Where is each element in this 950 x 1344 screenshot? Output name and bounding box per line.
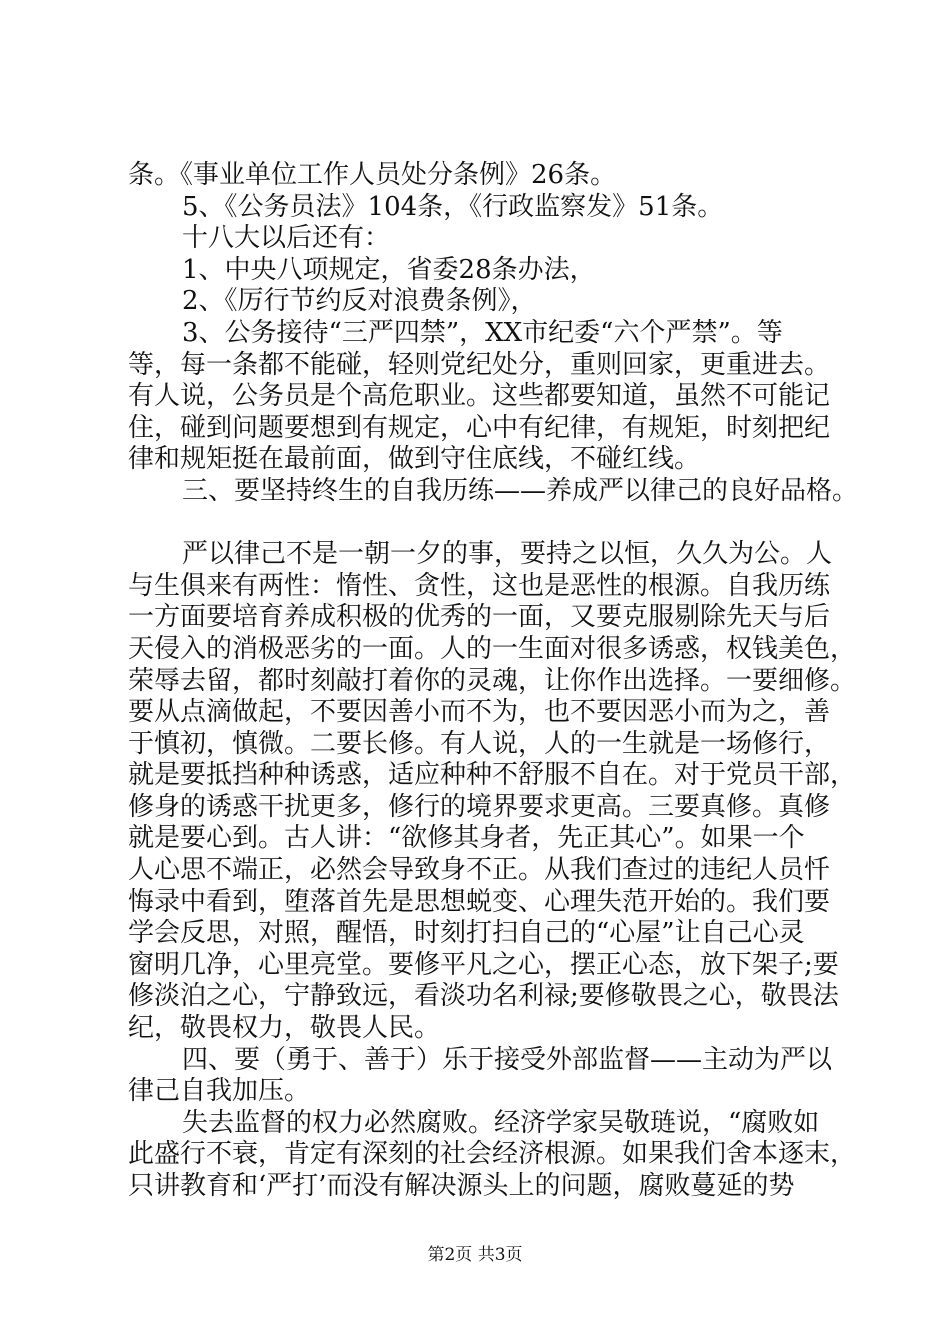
text-line: 律和规矩挺在最前面，做到守住底线，不碰红线。 [128,444,701,475]
text-line: 等，每一条都不能碰，轻则党纪处分，重则回家，更重进去。 [128,349,831,380]
text-line: 3、公务接待“三严四禁”，XX市纪委“六个严禁”。等 [182,317,783,348]
section-heading: 四、要（勇于、善于）乐于接受外部监督——主动为严以 [182,1044,833,1075]
text-line: 律己自我加压。 [128,1076,311,1107]
text-line: 荣辱去留，都时刻敲打着你的灵魂，让你作出选择。一要细修。 [128,665,857,696]
text-line: 要从点滴做起，不要因善小而不为，也不要因恶小而为之，善 [128,697,831,728]
blank-line [128,508,838,540]
document-body [128,160,859,1203]
text-line: 窗明几净，心里亮堂。要修平凡之心，摆正心态，放下架子;要 [128,949,839,980]
text-line: 就是要抵挡种种诱惑，适应种种不舒服不自在。对于党员干部， [128,760,857,791]
text-line: 一方面要培育养成积极的优秀的一面，又要克服剔除先天与后 [128,602,831,633]
text-line: 十八大以后还有： [182,223,391,254]
text-line: 有人说，公务员是个高危职业。这些都要知道，虽然不可能记 [128,381,831,412]
text-line: 修淡泊之心，宁静致远，看淡功名利禄;要修敬畏之心，敬畏法 [128,981,839,1012]
text-line: 住，碰到问题要想到有规定，心中有纪律，有规矩，时刻把纪 [128,412,831,443]
text-line: 天侵入的消极恶劣的一面。人的一生面对很多诱惑，权钱美色， [128,633,857,664]
text-line: 严以律己不是一朝一夕的事，要持之以恒，久久为公。人 [182,539,833,570]
text-line: 学会反思，对照，醒悟，时刻打扫自己的“心屋”让自己心灵 [128,918,805,949]
text-line: 1、中央八项规定，省委28条办法， [182,254,596,285]
text-line: 与生俱来有两性：惰性、贪性，这也是恶性的根源。自我历练 [128,570,831,601]
text-line: 此盛行不衰，肯定有深刻的社会经济根源。如果我们舍本逐末， [128,1139,857,1170]
text-line: 只讲教育和‘严打’而没有解决源头上的问题，腐败蔓延的势 [128,1171,795,1201]
text-line: 2、《厉行节约反对浪费条例》， [182,286,537,317]
text-line: 悔录中看到，堕落首先是思想蜕变、心理失范开始的。我们要 [128,886,831,917]
section-heading: 三、要坚持终生的自我历练——养成严以律己的良好品格。 [182,475,859,506]
text-line: 5、《公务员法》104条，《行政监察发》51条。 [182,191,724,222]
text-line: 条。《事业单位工作人员处分条例》26条。 [128,160,617,190]
text-line: 修身的诱惑干扰更多，修行的境界要求更高。三要真修。真修 [128,791,831,822]
text-line: 于慎初，慎微。二要长修。有人说，人的一生就是一场修行， [128,728,831,759]
page-number-footer: 第2页 共3页 [427,1245,523,1265]
text-line: 失去监督的权力必然腐败。经济学家吴敬琏说，“腐败如 [182,1107,820,1138]
text-line: 人心思不端正，必然会导致身不正。从我们查过的违纪人员忏 [128,855,831,886]
text-line: 纪，敬畏权力，敬畏人民。 [128,1013,441,1044]
text-line: 就是要心到。古人讲：“欲修其身者，先正其心”。如果一个 [128,823,805,854]
